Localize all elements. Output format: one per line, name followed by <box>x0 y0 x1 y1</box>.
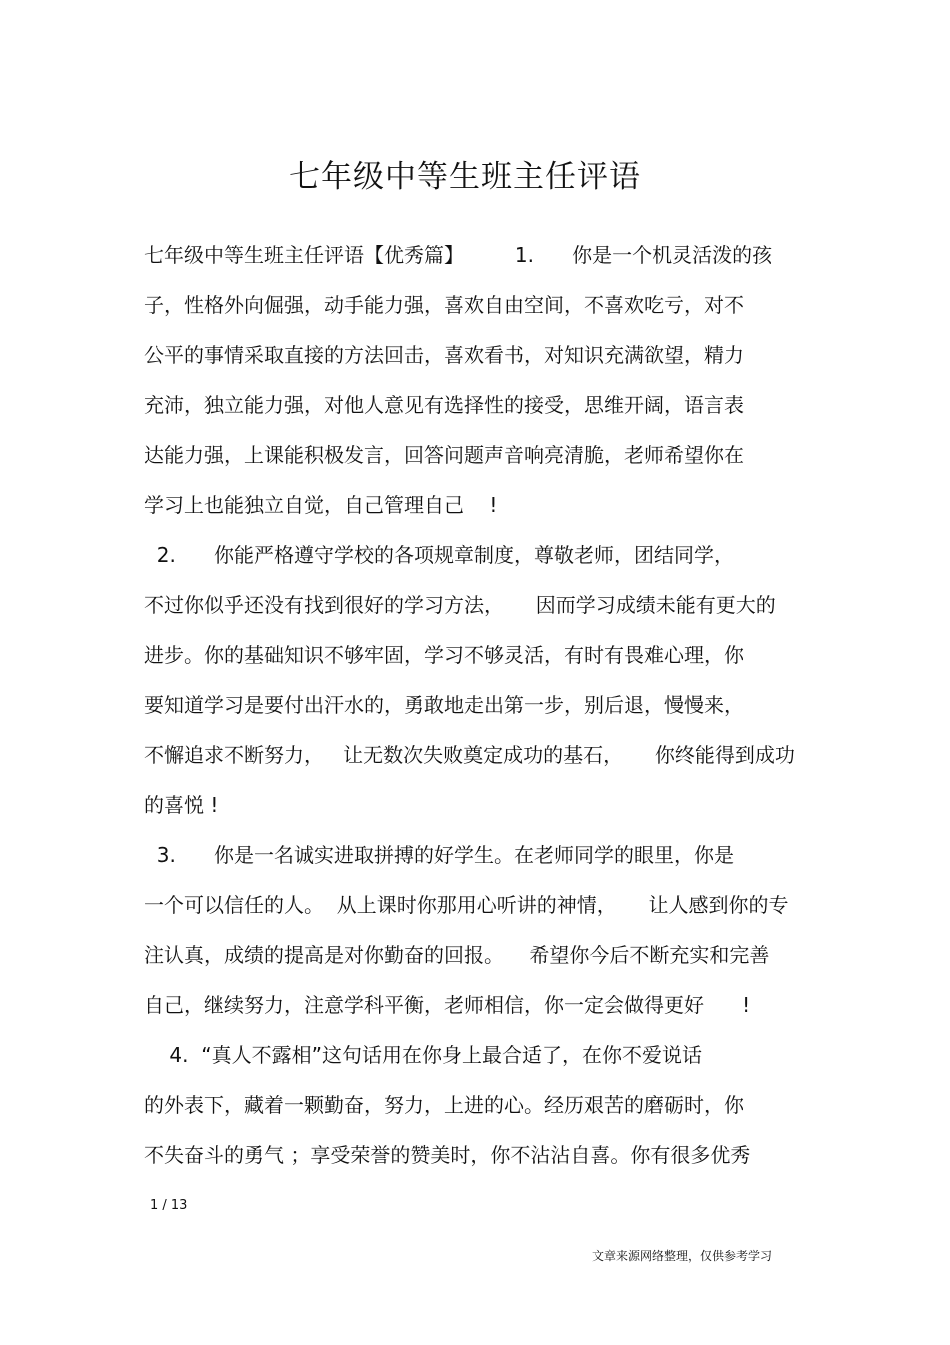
page-title: 七年级中等生班主任评语 <box>289 159 641 195</box>
body-line: 的外表下，藏着一颗勤奋，努力，上进的心。经历艰苦的磨砺时，你 <box>144 1093 744 1117</box>
body-line: 注认真，成绩的提高是对你勤奋的回报。 希望你今后不断充实和完善 <box>144 943 770 967</box>
body-line: 学习上也能独立自觉，自己管理自己 ! <box>144 493 498 517</box>
body-line: 子，性格外向倔强，动手能力强，喜欢自由空间，不喜欢吃亏，对不 <box>144 293 744 317</box>
body-line: 一个可以信任的人。 从上课时你那用心听讲的神情， 让人感到你的专 <box>144 893 789 917</box>
body-line: 公平的事情采取直接的方法回击，喜欢看书，对知识充满欲望，精力 <box>144 343 744 367</box>
body-line: 4. “真人不露相”这句话用在你身上最合适了，在你不爱说话 <box>144 1043 702 1067</box>
page-number: 1 / 13 <box>150 1198 188 1213</box>
body-line: 自己，继续努力，注意学科平衡，老师相信，你一定会做得更好 ! <box>144 993 751 1017</box>
body-line: 不失奋斗的勇气 ；享受荣誉的赞美时，你不沾沾自喜。你有很多优秀 <box>144 1143 751 1167</box>
body-line: 的喜悦 ! <box>144 793 219 817</box>
body-line: 七年级中等生班主任评语【优秀篇】 1. 你是一个机灵活泼的孩 <box>144 243 773 267</box>
body-line: 3. 你是一名诚实进取拼搏的好学生。在老师同学的眼里，你是 <box>144 843 734 867</box>
body-line: 不过你似乎还没有找到很好的学习方法， 因而学习成绩未能有更大的 <box>144 593 776 617</box>
body-line: 达能力强，上课能积极发言，回答问题声音响亮清脆，老师希望你在 <box>144 443 744 467</box>
body-line: 不懈追求不断努力， 让无数次失败奠定成功的基石， 你终能得到成功 <box>144 743 795 767</box>
body-line: 要知道学习是要付出汗水的，勇敢地走出第一步，别后退，慢慢来， <box>144 693 744 717</box>
body-line: 进步。你的基础知识不够牢固，学习不够灵活，有时有畏难心理，你 <box>144 643 744 667</box>
body-line: 充沛，独立能力强，对他人意见有选择性的接受，思维开阔，语言表 <box>144 393 744 417</box>
body-line: 2. 你能严格遵守学校的各项规章制度，尊敬老师，团结同学， <box>144 543 734 567</box>
footer-note: 文章来源网络整理，仅供参考学习 <box>592 1249 773 1263</box>
